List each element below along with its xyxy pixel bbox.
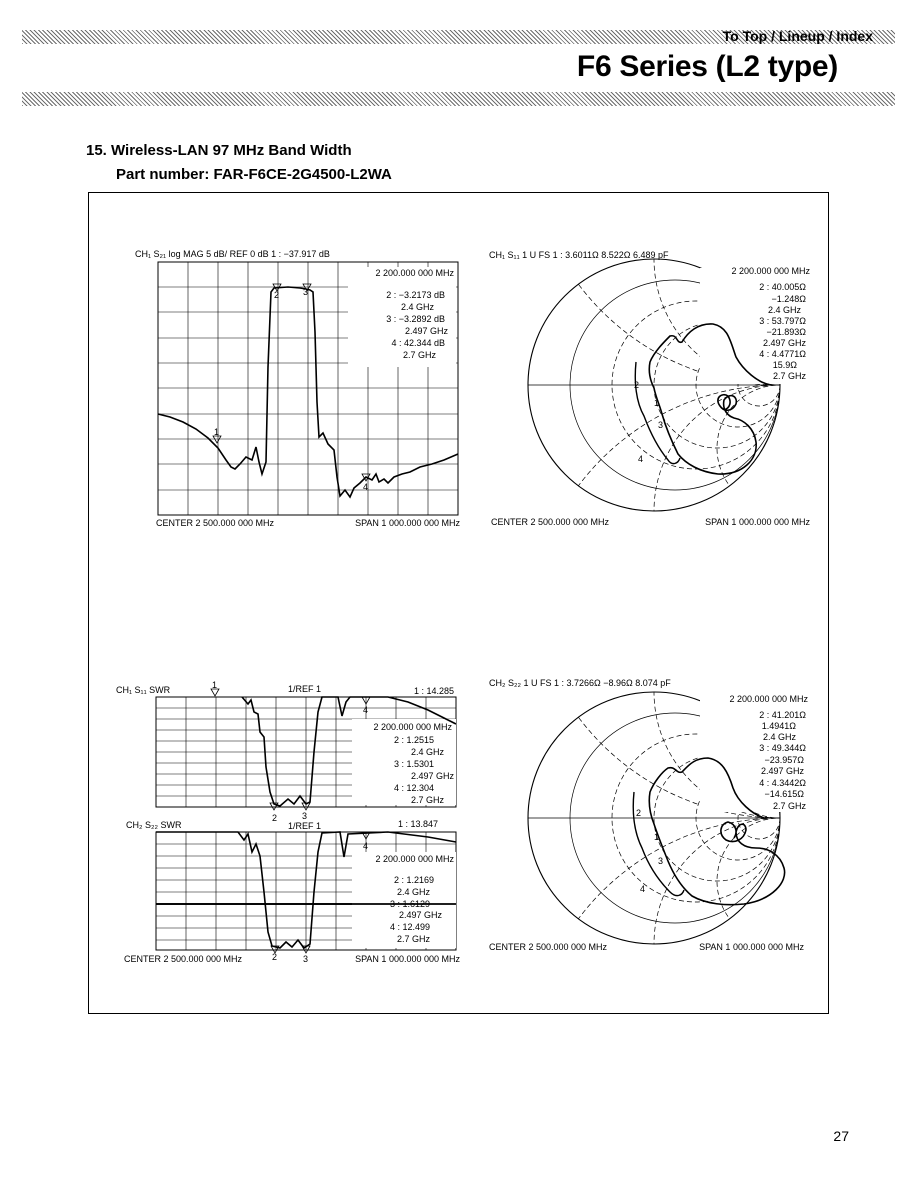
smith1-footer-center: CENTER 2 500.000 000 MHz [491,517,610,527]
smith1-trace-loop [635,362,680,464]
s21-marker-triangle [213,436,221,443]
s21-marker-num: 2 [274,290,280,300]
smith1-marker-line: 2.497 GHz [762,338,806,348]
smith2-marker-line: 2.7 GHz [772,801,806,811]
smith2-marker-line: 3 : 49.344Ω [759,743,806,753]
swr2-marker-line: 2.7 GHz [396,934,430,944]
smith1-marker-num: 2 [634,380,640,390]
swr2-marker-line: 2.4 GHz [396,887,430,897]
swr2-header-left: CH₂ S₂₂ SWR [126,820,182,830]
swr1-marker-line: 2 : 1.2515 [393,735,434,745]
swr1-marker-num: 1 [212,680,218,690]
swr2-marker-line: 2.497 GHz [398,910,442,920]
smith2-marker-num: 2 [636,808,642,818]
smith2-marker-line: 1.4941Ω [761,721,796,731]
swr2-marker-line: 2 : 1.2169 [393,875,434,885]
s21-header: CH₁ S₂₁ log MAG 5 dB/ REF 0 dB 1 : −37.917 dB [135,249,330,259]
s21-marker-num: 3 [303,287,309,297]
smith1-marker-num: 3 [658,420,664,430]
swr2-marker-line: 3 : 1.6129 [389,899,430,909]
header-band-bottom [22,92,895,106]
smith1-marker-line: 2 200.000 000 MHz [731,266,810,276]
smith2-marker-line: 2.4 GHz [762,732,796,742]
page-title: F6 Series (L2 type) [576,50,838,83]
part-number: Part number: FAR-F6CE-2G4500-L2WA [116,166,392,183]
smith1-marker-line: 2.4 GHz [767,305,801,315]
smith2-marker-num: 4 [640,884,646,894]
swr2-marker-line: 2 200.000 000 MHz [375,854,454,864]
swr1-marker-num: 2 [272,813,278,823]
page-number: 27 [833,1128,849,1144]
swr2-marker-line: 4 : 12.499 [389,922,430,932]
s21-marker-line: 2.497 GHz [404,326,448,336]
smith2-marker-line: 2.497 GHz [760,766,804,776]
swr1-marker-num: 3 [302,811,308,821]
swr1-marker-line: 2 200.000 000 MHz [373,722,452,732]
smith2-marker-line: 2 : 41.201Ω [759,710,806,720]
swr2-header-marker1: 1 : 13.847 [397,819,438,829]
smith2-footer-center: CENTER 2 500.000 000 MHz [489,942,608,952]
swr1-marker-line: 3 : 1.5301 [393,759,434,769]
swr1-header-left: CH₁ S₁₁ SWR [116,685,171,695]
smith1-marker-line: 2 : 40.005Ω [759,282,806,292]
s21-marker-num: 1 [214,427,220,437]
section-heading: 15. Wireless-LAN 97 MHz Band Width [86,142,352,159]
smith1-marker-line: 4 : 4.4771Ω [759,349,806,359]
swr1-marker-line: 2.7 GHz [410,795,444,805]
swr-plot-s22 [124,819,460,964]
smith1-footer-span: SPAN 1 000.000 000 MHz [705,517,810,527]
swr1-header-marker1: 1 : 14.285 [413,686,454,696]
smith2-header: CH₂ S₂₂ 1 U FS 1 : 3.7266Ω −8.96Ω 8.074 pF [489,678,671,688]
smith1-header: CH₁ S₁₁ 1 U FS 1 : 3.6011Ω 8.522Ω 6.489 pF [489,250,669,260]
swr1-marker-line: 2.497 GHz [410,771,454,781]
s21-marker-line: 2.4 GHz [400,302,434,312]
swr1-marker-num: 4 [363,705,369,715]
smith2-marker-line: 2 200.000 000 MHz [729,694,808,704]
measurement-figure [88,192,829,1014]
smith1-marker-line: −1.248Ω [771,294,806,304]
smith2-marker-line: −23.957Ω [764,755,804,765]
s21-footer-span: SPAN 1 000.000 000 MHz [355,518,460,528]
s21-footer-center: CENTER 2 500.000 000 MHz [156,518,275,528]
s21-marker-line: 4 : 42.344 dB [391,338,445,348]
swr-plot-s11 [116,680,456,823]
smith1-marker-line: −21.893Ω [766,327,806,337]
swr2-footer-span: SPAN 1 000.000 000 MHz [355,954,460,964]
swr1-marker-line: 4 : 12.304 [393,783,434,793]
smith-chart-s22 [489,314,829,1014]
swr1-header-ref: 1/REF 1 [288,684,322,694]
s21-marker-line: 2 : −3.2173 dB [386,290,445,300]
swr2-marker-num: 4 [363,841,369,851]
s21-marker-line: 2.7 GHz [402,350,436,360]
smith2-footer-span: SPAN 1 000.000 000 MHz [699,942,804,952]
s21-marker-num: 4 [363,482,369,492]
s21-marker-line: 2 200.000 000 MHz [375,268,454,278]
nav-links[interactable]: To Top / Lineup / Index [722,28,873,44]
smith1-marker-line: 15.9Ω [772,360,797,370]
s21-plot [135,249,460,528]
swr2-header-ref: 1/REF 1 [288,821,322,831]
smith1-marker-line: 2.7 GHz [772,371,806,381]
swr2-marker-num: 3 [303,954,309,964]
swr2-footer-center: CENTER 2 500.000 000 MHz [124,954,243,964]
smith1-marker-num: 1 [654,398,660,408]
smith2-marker-num: 1 [654,832,660,842]
smith2-marker-line: −14.615Ω [764,789,804,799]
swr1-marker-line: 2.4 GHz [410,747,444,757]
s21-marker-line: 3 : −3.2892 dB [386,314,445,324]
smith1-marker-num: 4 [638,454,644,464]
swr1-marker-triangle [211,689,219,696]
smith2-marker-num: 3 [658,856,664,866]
swr2-marker-num: 2 [272,952,278,962]
smith2-marker-line: 4 : 4.3442Ω [759,778,806,788]
smith1-marker-line: 3 : 53.797Ω [759,316,806,326]
